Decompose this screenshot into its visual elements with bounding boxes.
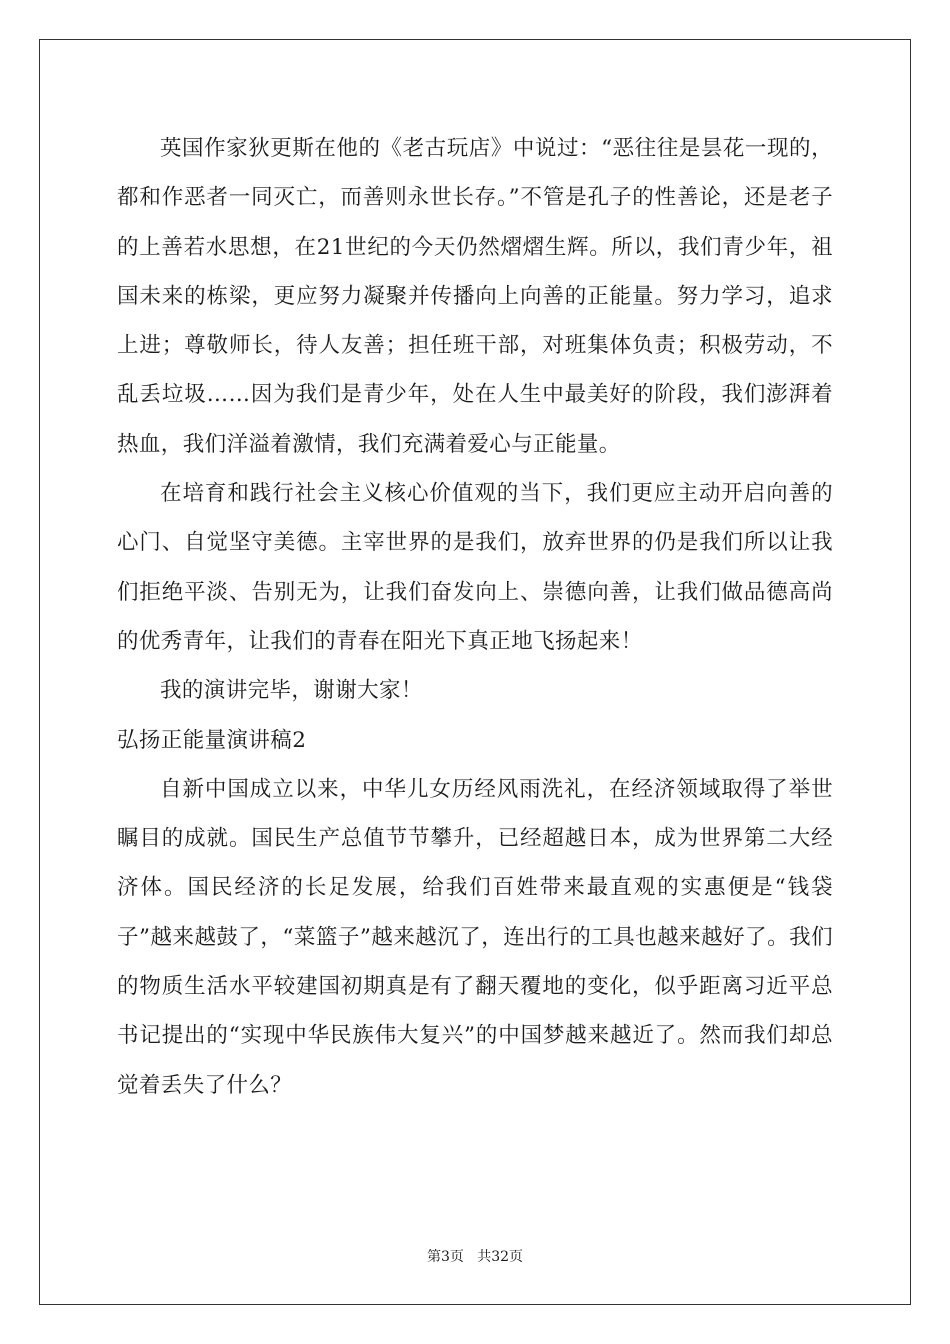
paragraph-core-values: 在培育和践行社会主义核心价值观的当下，我们更应主动开启向善的心门、自觉坚守美德。主宰世界的是我们，放弃世界的仍是我们所以让我们拒绝平淡、告别无为，让我们奋发向上、崇德向善，让我们做品德高尚的优秀青年，让我们的青春在阳光下真正地飞扬起来！ <box>117 481 833 654</box>
paragraph-economy: 自新中国成立以来，中华儿女历经风雨洗礼，在经济领域取得了举世瞩目的成就。国民生产总值节节攀升，已经超越日本，成为世界第二大经济体。国民经济的长足发展，给我们百姓带来最直观的实惠便是“钱袋子”越来越鼓了，“菜篮子”越来越沉了，连出行的工具也越来越好了。我们的物质生活水平较建国初期真是有了翻天覆地的变化，似乎距离习近平总书记提出的“实现中华民族伟大复兴”的中国梦越来越近了。然而我们却总觉着丢失了什么？ <box>117 776 833 1098</box>
paragraph-closing: 我的演讲完毕，谢谢大家！ <box>160 678 423 704</box>
section-title: 弘扬正能量演讲稿2 <box>117 727 307 753</box>
paragraph-dickens-quote: 英国作家狄更斯在他的《老古玩店》中说过：“恶往往是昙花一现的，都和作恶者一同灭亡，而善则永世长存。”不管是孔子的性善论，还是老子的上善若水思想，在21世纪的今天仍然熠熠生辉。所以，我们青少年，祖国未来的栋梁，更应努力凝聚并传播向上向善的正能量。努力学习，追求上进；尊敬师长，待人友善；担任班干部，对班集体负责；积极劳动，不乱丢垃圾……因为我们是青少年，处在人生中最美好的阶段，我们澎湃着热血，我们洋溢着激情，我们充满着爱心与正能量。 <box>117 136 833 457</box>
page-number-footer: 第3页 共32页 <box>426 1249 524 1265</box>
document-body <box>117 124 833 1110</box>
